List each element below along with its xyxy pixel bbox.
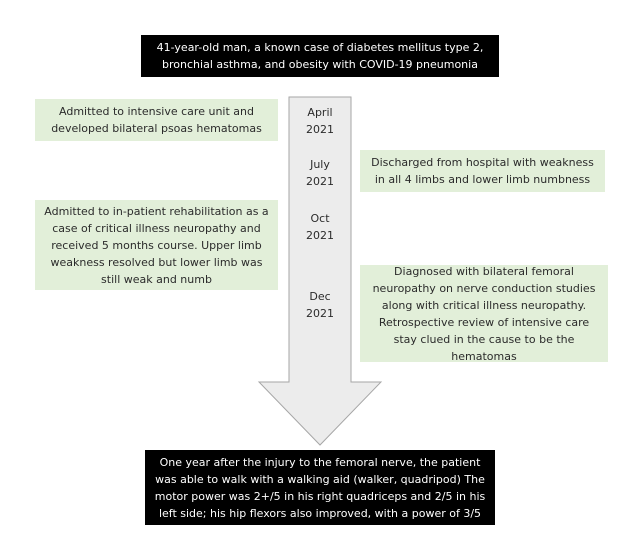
event-discharge [360, 150, 605, 192]
date-april-2021 [285, 104, 355, 138]
patient-summary-box [141, 35, 499, 77]
date-oct-2021 [285, 210, 355, 244]
outcome-box [145, 450, 495, 525]
date-year: 2021 [306, 307, 334, 320]
event-diagnosis [360, 265, 608, 362]
event-rehabilitation-text: Admitted to in-patient rehabilitation as a case of critical illness neuropathy and received 5 months course. Upper limb weakness resolved but lower limb was still weak and numb [44, 204, 269, 286]
event-diagnosis-text: Diagnosed with bilateral femoral neuropathy on nerve conduction studies along with critical illness neuropathy. Retrospective review of intensive care stay clued in the cause to be the hematomas [372, 264, 596, 363]
patient-summary-text: 41-year-old man, a known case of diabetes mellitus type 2, bronchial asthma, and obesity with COVID-19 pneumonia [156, 41, 484, 71]
date-month: April [307, 106, 333, 119]
event-rehabilitation [35, 200, 278, 290]
date-year: 2021 [306, 175, 334, 188]
date-month: Oct [310, 212, 330, 225]
date-dec-2021 [285, 288, 355, 322]
date-july-2021 [285, 156, 355, 190]
event-discharge-text: Discharged from hospital with weakness in all 4 limbs and lower limb numbness [371, 156, 594, 186]
date-year: 2021 [306, 229, 334, 242]
date-month: Dec [309, 290, 331, 303]
outcome-text: One year after the injury to the femoral nerve, the patient was able to walk with a walking aid (walker, quadripod) The motor power was 2+/5 in his right quadriceps and 2/5 in his left side; his hip flexors also improved, with a power of 3/5 [154, 455, 486, 520]
date-year: 2021 [306, 123, 334, 136]
event-icu-admission [35, 99, 278, 141]
event-icu-admission-text: Admitted to intensive care unit and developed bilateral psoas hematomas [51, 105, 262, 135]
date-month: July [310, 158, 330, 171]
